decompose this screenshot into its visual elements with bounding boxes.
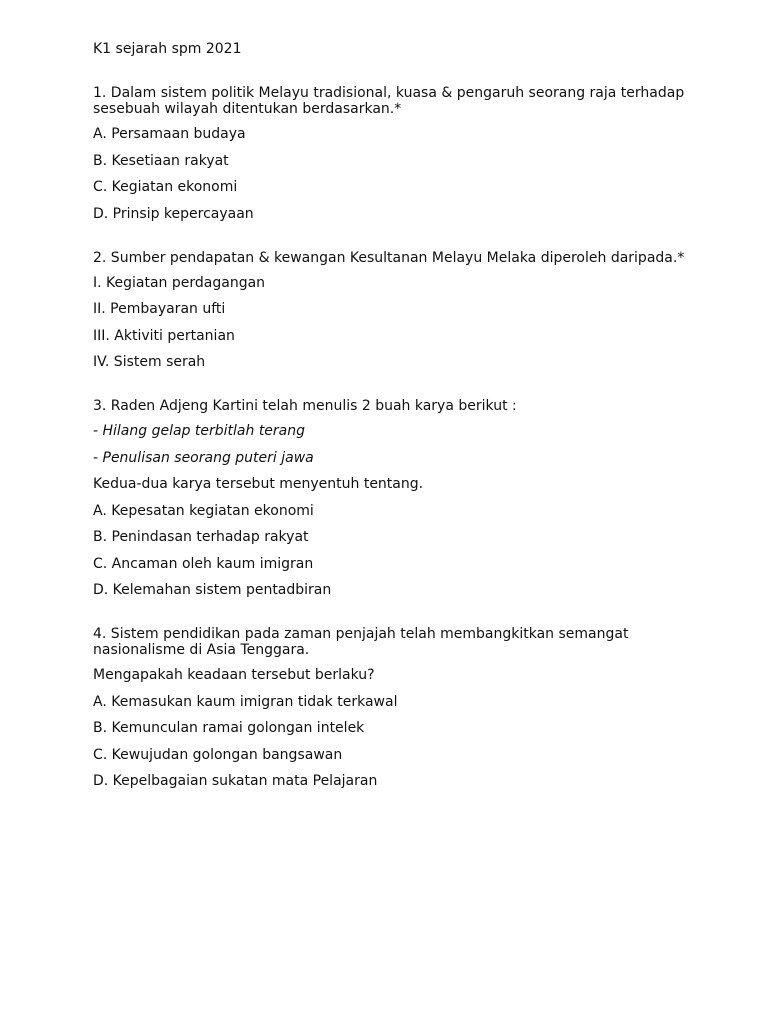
question-list <box>93 85 693 791</box>
question-stem: 1. Dalam sistem politik Melayu tradisional, kuasa & pengaruh seorang raja terhadap sesebuah wilayah ditentukan berdasarkan.* <box>93 85 689 117</box>
answer-option: D. Prinsip kepercayaan <box>93 205 254 222</box>
answer-option: A. Kepesatan kegiatan ekonomi <box>93 502 314 519</box>
question-text: Mengapakah keadaan tersebut berlaku? <box>93 667 375 683</box>
answer-option: D. Kelemahan sistem pentadbiran <box>93 582 332 598</box>
statement-item: II. Pembayaran ufti <box>93 301 226 317</box>
answer-option: D. Kepelbagaian sukatan mata Pelajaran <box>93 773 378 789</box>
statement-item: IV. Sistem serah <box>93 354 206 370</box>
answer-option: A. Persamaan budaya <box>93 126 246 142</box>
answer-option: C. Kegiatan ekonomi <box>93 179 238 195</box>
question-text: Kedua-dua karya tersebut menyentuh tentang. <box>93 476 424 492</box>
document-page <box>93 40 693 817</box>
question-3 <box>93 398 693 600</box>
answer-option: C. Ancaman oleh kaum imigran <box>93 555 314 572</box>
answer-option: B. Kemunculan ramai golongan intelek <box>93 720 365 736</box>
question-stem: 4. Sistem pendidikan pada zaman penjajah telah membangkitkan semangat nasionalisme di Asia Tenggara. <box>93 626 633 658</box>
answer-option: A. Kemasukan kaum imigran tidak terkawal <box>93 693 398 710</box>
question-text: - Hilang gelap terbitlah terang <box>93 423 306 439</box>
answer-option: C. Kewujudan golongan bangsawan <box>93 746 343 763</box>
question-stem: 2. Sumber pendapatan & kewangan Kesultanan Melayu Melaka diperoleh daripada.* <box>93 249 685 266</box>
question-2 <box>93 250 693 373</box>
answer-option: B. Penindasan terhadap rakyat <box>93 529 309 545</box>
statement-item: III. Aktiviti pertanian <box>93 327 235 344</box>
answer-option: B. Kesetiaan rakyat <box>93 152 229 169</box>
question-stem: 3. Raden Adjeng Kartini telah menulis 2 buah karya berikut : <box>93 398 517 414</box>
question-text: - Penulisan seorang puteri jawa <box>93 449 314 466</box>
document-title: K1 sejarah spm 2021 <box>93 41 242 57</box>
question-4 <box>93 626 693 791</box>
question-1 <box>93 85 693 224</box>
statement-item: I. Kegiatan perdagangan <box>93 274 266 291</box>
